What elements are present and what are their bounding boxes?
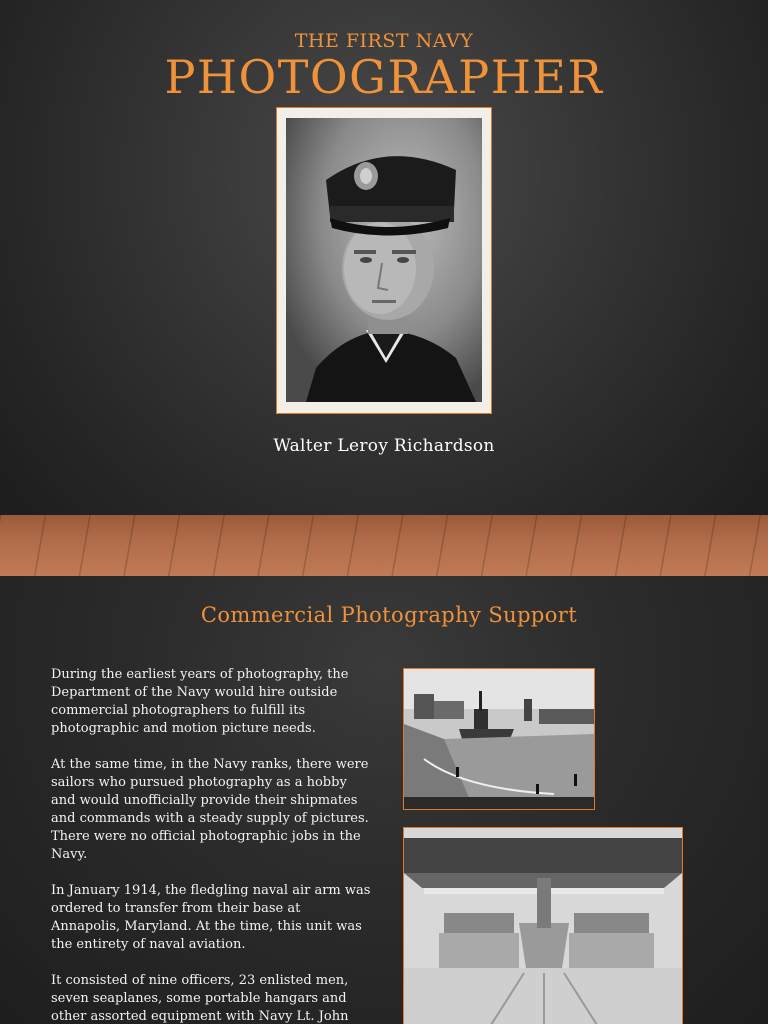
paragraph: It consisted of nine officers, 23 enlisted men, seven seaplanes, some portable hangars and other assorted equipment with Navy Lt. John — [51, 973, 349, 1024]
hangar-group-photo-icon — [403, 827, 683, 1024]
paragraph: At the same time, in the Navy ranks, there were sailors who pursued photography as a hobby and would unofficially provide their shipmates and commands with a steady supply of pictures. There were no official photographic jobs in the Navy. — [51, 757, 369, 862]
portrait-caption: Walter Leroy Richardson — [273, 436, 495, 456]
wood-floor-decoration — [0, 515, 768, 576]
body-text — [51, 666, 371, 1024]
ship-harbor-photo-icon — [403, 668, 595, 810]
content-slide — [0, 576, 768, 1024]
slide-title: Commercial Photography Support — [200, 603, 578, 627]
portrait-frame — [276, 107, 492, 414]
pre-title: THE FIRST NAVY — [294, 30, 474, 52]
paragraph: In January 1914, the fledgling naval air arm was ordered to transfer from their base at Annapolis, Maryland. At the time, this unit was the entirety of naval aviation. — [51, 883, 371, 952]
paragraph: During the earliest years of photography, the Department of the Navy would hire outside commercial photographers to fulfill its photographic and motion picture needs. — [51, 667, 349, 736]
page-title: PHOTOGRAPHER — [164, 50, 604, 104]
portrait-photo-icon — [286, 118, 482, 402]
